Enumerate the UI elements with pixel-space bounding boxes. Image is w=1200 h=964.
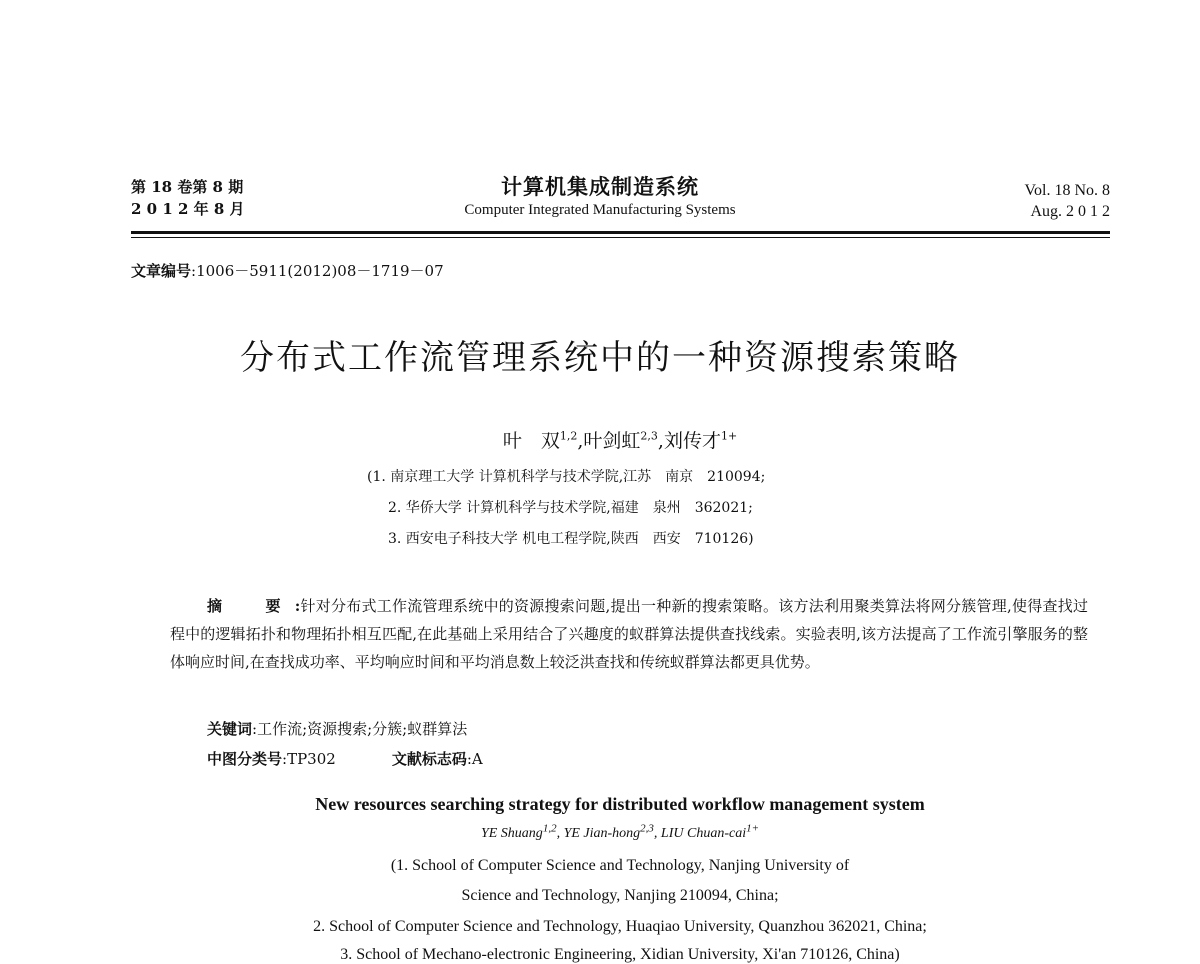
affiliation-cn-3: 3. 西安电子科技大学 机电工程学院,陕西 西安 710126)	[388, 531, 754, 547]
clc-label: 中图分类号	[207, 750, 283, 768]
classification	[207, 748, 483, 769]
keywords	[207, 718, 467, 739]
keywords-label: 关键词	[207, 720, 253, 738]
author-affiliation-mark: 1,2	[559, 429, 578, 443]
article-number-value: :1006－5911(2012)08－1719－07	[191, 262, 444, 280]
abstract-colon: :	[294, 597, 301, 615]
paper-title-cn: 分布式工作流管理系统中的一种资源搜索策略	[240, 338, 960, 378]
authors-cn	[0, 426, 1200, 453]
author-name-en: YE Jian-hong	[563, 826, 641, 841]
doc-code-label: 文献标志码	[391, 750, 467, 768]
paper-title-en: New resources searching strategy for distributed workflow management system	[315, 794, 925, 814]
article-number-label: 文章编号	[131, 262, 192, 280]
author-name-en: LIU Chuan-cai	[660, 826, 747, 841]
journal-name-en: Computer Integrated Manufacturing Systems	[464, 202, 736, 218]
header-rule-thin	[131, 237, 1110, 238]
affiliation-en-2: 2. School of Computer Science and Technology, Huaqiao University, Quanzhou 362021, China;	[313, 918, 927, 935]
author-separator: ,	[653, 826, 661, 841]
date-en: Aug. 2 0 1 2	[1030, 203, 1110, 220]
keywords-value: :工作流;资源搜索;分簇;蚁群算法	[252, 720, 468, 738]
affiliation-en-1-cont: Science and Technology, Nanjing 210094, China;	[461, 887, 779, 904]
author-affiliation-mark: 1+	[720, 429, 738, 443]
author-affiliation-mark: 1,2	[542, 822, 557, 835]
volume-en: Vol. 18 No. 8	[1024, 182, 1110, 199]
affiliation-en-3: 3. School of Mechano-electronic Engineering, Xidian University, Xi'an 710126, China)	[340, 946, 900, 963]
author-name: 叶 双	[502, 430, 560, 452]
abstract-text: 针对分布式工作流管理系统中的资源搜索问题,提出一种新的搜索策略。该方法利用聚类算法将网分簇管理,使得查找过程中的逻辑拓扑和物理拓扑相互匹配,在此基础上采用结合了兴趣度的蚁群算法提供查找线索。实验表明,该方法提高了工作流引擎服务的整体响应时间,在查找成功率、平均响应时间和平均消息数上较泛洪查找和传统蚁群算法都更具优势。	[170, 597, 1088, 671]
volume-cn: 第 18 卷第 8 期	[131, 178, 244, 196]
date-cn: 2 0 1 2 年 8 月	[131, 200, 245, 218]
author-separator: ,	[577, 430, 584, 452]
journal-name-cn: 计算机集成制造系统	[501, 174, 699, 199]
author-affiliation-mark: 1+	[746, 822, 760, 835]
author-name: 刘传才	[663, 430, 721, 452]
author-separator: ,	[556, 826, 564, 841]
journal-name	[400, 174, 800, 220]
author-affiliation-mark: 2,3	[640, 429, 658, 443]
doc-code-value: :A	[466, 750, 483, 768]
author-separator: ,	[657, 430, 664, 452]
header-rule-thick	[131, 231, 1110, 234]
author-name: 叶剑虹	[583, 430, 641, 452]
authors-en	[0, 822, 1200, 842]
affiliation-cn-2: 2. 华侨大学 计算机科学与技术学院,福建 泉州 362021;	[388, 500, 753, 516]
journal-volume-issue-cn	[131, 176, 245, 220]
author-name-en: YE Shuang	[480, 826, 543, 841]
affiliation-cn-1: (1. 南京理工大学 计算机科学与技术学院,江苏 南京 210094;	[367, 469, 766, 485]
article-number	[131, 260, 444, 281]
abstract	[170, 592, 1088, 676]
abstract-label: 摘 要	[207, 597, 295, 615]
journal-volume-issue-en	[1025, 180, 1111, 222]
author-affiliation-mark: 2,3	[640, 822, 654, 835]
clc-value: :TP302	[282, 750, 336, 768]
affiliation-en-1: (1. School of Computer Science and Technology, Nanjing University of	[390, 857, 850, 874]
